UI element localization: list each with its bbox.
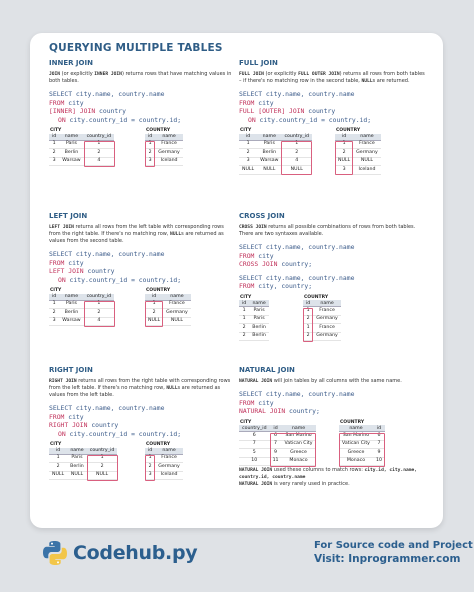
keyword-text: NATURAL JOIN [239, 467, 273, 473]
table-cell: 7 [239, 440, 270, 449]
table-cell: 3 [49, 157, 59, 166]
keyword-text: NULL [170, 232, 182, 237]
column-header: name [59, 294, 83, 301]
plain-text: ) returns rows that have matching values in both tables. [49, 71, 232, 84]
table-cell: 4 [84, 157, 115, 166]
table-cell: NULL [353, 157, 381, 166]
code-line [239, 390, 427, 399]
table-cell: 9 [270, 449, 282, 458]
column-header: name [163, 294, 191, 301]
table-cell: 1 [239, 307, 249, 316]
match-highlight [87, 455, 118, 481]
table-cell: 1 [145, 454, 155, 463]
column-header: id [49, 294, 59, 301]
table-row [239, 307, 269, 316]
natural-join-code [239, 390, 427, 416]
code-line [239, 116, 427, 125]
table-cell: 3 [145, 157, 155, 166]
column-header: country_id [239, 425, 270, 432]
code-line [49, 276, 237, 285]
natural-join-section [239, 366, 427, 488]
column-header: name [257, 134, 281, 141]
match-highlight [145, 141, 155, 167]
visit-prefix: Visit: [314, 553, 349, 565]
table-cell: 2 [281, 149, 312, 158]
column-header: name [249, 300, 269, 307]
table-cell: NULL [281, 166, 312, 175]
keyword-text: NULL [361, 79, 373, 84]
match-highlight [281, 141, 312, 175]
code-text: city [64, 98, 84, 107]
table-cell: NULL [67, 471, 87, 480]
table-cell: France [313, 307, 341, 316]
match-highlight [335, 141, 353, 175]
column-header: id [373, 425, 385, 432]
table-cell: 2 [335, 149, 353, 158]
column-header: id [239, 134, 257, 141]
code-text: SELECT city.name, country.name [239, 390, 355, 398]
natural-join-tables [239, 420, 427, 466]
table-cell: 3 [239, 157, 257, 166]
column-header: id [303, 300, 313, 307]
column-header: id [239, 300, 249, 307]
inner-join-description [49, 71, 237, 85]
column-header: name [155, 448, 183, 455]
column-header: name [67, 448, 87, 455]
cross-join-tables [239, 295, 427, 339]
cross-join-code [239, 243, 427, 291]
table-cell: Paris [59, 300, 83, 309]
table-cell: Iceland [155, 471, 183, 480]
natural-join-note [239, 467, 427, 488]
plain-text: ) returns all rows from both tables – if there's no matching row in the second table, [239, 71, 425, 84]
inner-join-title: INNER JOIN [49, 59, 93, 67]
code-keyword: FROM [49, 98, 65, 107]
table-cell: San Marino [339, 432, 373, 441]
visit-line [314, 553, 473, 565]
column-header: name [313, 300, 341, 307]
keyword-text: LEFT JOIN [49, 225, 74, 230]
column-header: name [339, 425, 373, 432]
code-line [239, 407, 427, 416]
table-cell: 1 [145, 140, 155, 149]
table-cell: 1 [303, 307, 313, 316]
plain-text: is very rarely used in practice. [272, 480, 350, 487]
table-cell: 1 [84, 300, 115, 309]
table-cell: 3 [49, 317, 59, 326]
table-row [239, 332, 269, 341]
code-line [49, 430, 237, 439]
table-cell: 1 [239, 315, 249, 324]
table-cell: Germany [313, 315, 341, 324]
code-line [239, 99, 427, 108]
table-cell: 1 [49, 140, 59, 149]
column-header: id [49, 134, 59, 141]
table-cell: 2 [145, 463, 155, 472]
full-join-title: FULL JOIN [239, 59, 278, 67]
code-text: city, country; [254, 282, 313, 291]
table-name: CITY [240, 419, 252, 425]
code-keyword: RIGHT JOIN [49, 421, 88, 430]
code-text: city.country_id = country.id; [65, 115, 182, 124]
inner-join-tables [49, 128, 237, 172]
full-join-section [239, 59, 427, 172]
table-cell: Germany [155, 463, 183, 472]
code-keyword: FULL [OUTER] JOIN [239, 107, 305, 116]
table-cell: 2 [49, 309, 59, 318]
table-cell: 2 [87, 463, 118, 472]
table-cell: NULL [163, 317, 191, 326]
code-line [239, 274, 427, 283]
keyword-text: FULL JOIN [239, 72, 264, 77]
table-cell: 1 [145, 300, 163, 309]
column-header: id [145, 294, 163, 301]
inner-join-section [49, 59, 237, 172]
code-text: country [83, 267, 115, 276]
table-cell: 6 [270, 432, 282, 441]
promo-line: For Source code and Project [314, 540, 473, 551]
code-text: city [254, 398, 274, 407]
table-cell: NULL [87, 471, 118, 480]
plain-text: (or explicitly [263, 71, 299, 77]
table-cell: 2 [49, 463, 67, 472]
code-text: SELECT city.name, country.name [239, 243, 355, 251]
code-text: city [64, 412, 84, 421]
plain-text: returns all possible combinations of rows from both tables. There are two syntaxes available. [239, 224, 416, 237]
table-name: CITY [50, 128, 62, 134]
column-header: country_id [281, 134, 312, 141]
code-text: SELECT city.name, country.name [239, 90, 355, 98]
plain-text: s are returned as values from the second table. [49, 231, 224, 244]
column-header: id [270, 425, 282, 432]
table-cell: Iceland [155, 157, 183, 166]
table-name: COUNTRY [304, 294, 329, 300]
table-cell: 2 [84, 149, 115, 158]
table-cell: Paris [249, 315, 269, 324]
table-cell: 4 [84, 317, 115, 326]
full-join-code [239, 90, 427, 124]
table-cell: 1 [87, 454, 118, 463]
table-cell: 1 [239, 140, 257, 149]
code-line [49, 267, 237, 276]
code-text: SELECT city.name, country.name [49, 90, 165, 98]
code-line [49, 404, 237, 413]
table-cell: Monaco [339, 457, 373, 466]
code-line [49, 99, 237, 108]
table-cell: Paris [59, 140, 83, 149]
code-text: country; [285, 407, 320, 416]
code-keyword: LEFT JOIN [49, 267, 84, 276]
table-cell: 2 [239, 149, 257, 158]
code-text: city [254, 251, 274, 260]
cross-join-title: CROSS JOIN [239, 212, 285, 220]
table-cell: France [155, 140, 183, 149]
table-name: COUNTRY [340, 419, 365, 425]
code-line [49, 421, 237, 430]
column-header: id [145, 448, 155, 455]
table-cell: NULL [335, 157, 353, 166]
code-keyword: FROM [239, 282, 255, 291]
table-cell: France [353, 140, 381, 149]
keyword-text: NULL [166, 386, 178, 391]
keyword-text: JOIN [49, 72, 61, 77]
code-line [239, 90, 427, 99]
plain-text: returns all rows from the right table with corresponding rows from the left table. If there's no matching row, [49, 378, 231, 391]
table-cell: NULL [145, 317, 163, 326]
keyword-text: CROSS JOIN [239, 225, 267, 230]
cross-join-section [239, 212, 427, 339]
full-join-tables [239, 128, 427, 172]
code-text: city [254, 98, 274, 107]
table-cell: 10 [373, 457, 385, 466]
column-header: id [49, 448, 67, 455]
code-keyword: NATURAL JOIN [239, 407, 286, 416]
table-name: COUNTRY [146, 442, 171, 448]
table-cell: Paris [257, 140, 281, 149]
table-cell: Paris [67, 454, 87, 463]
table-cell: NULL [49, 471, 67, 480]
right-join-code [49, 404, 237, 438]
python-logo-icon [42, 540, 68, 566]
table-row [239, 324, 269, 333]
table-cell: 7 [373, 440, 385, 449]
table-cell: 1 [84, 140, 115, 149]
code-keyword: FROM [49, 258, 65, 267]
table-cell: 2 [49, 149, 59, 158]
column-header: country_id [87, 448, 118, 455]
table-cell: 6 [239, 432, 270, 441]
code-keyword: ON [248, 115, 256, 124]
keyword-text: INNER JOIN [94, 72, 122, 77]
match-highlight [145, 455, 155, 481]
code-line [49, 107, 237, 116]
table-cell: France [163, 300, 191, 309]
code-line [239, 243, 427, 252]
keyword-text: NATURAL JOIN [239, 481, 273, 487]
code-text: SELECT city.name, country.name [49, 404, 165, 412]
page-title: QUERYING MULTIPLE TABLES [49, 42, 223, 54]
code-keyword: FROM [239, 398, 255, 407]
code-text: SELECT city.name, country.name [49, 250, 165, 258]
code-line [49, 413, 237, 422]
table-cell: Vatican City [282, 440, 316, 449]
table-cell: Berlin [59, 149, 83, 158]
table-cell: 2 [239, 324, 249, 333]
code-line [49, 90, 237, 99]
column-header: country_id [84, 134, 115, 141]
code-keyword: [INNER] JOIN [49, 107, 96, 116]
match-highlight [145, 301, 163, 327]
table-cell: 1 [49, 454, 67, 463]
table-cell: 3 [145, 471, 155, 480]
column-header: id [335, 134, 353, 141]
code-text: country; [277, 260, 313, 269]
code-line [239, 252, 427, 261]
table-cell: Germany [163, 309, 191, 318]
code-line [49, 116, 237, 125]
left-join-description [49, 224, 237, 245]
table-cell: NULL [257, 166, 281, 175]
table-cell: Germany [155, 149, 183, 158]
brand-name: Codehub.py [73, 542, 198, 564]
plain-text: s are returned. [372, 78, 410, 84]
table-cell: Paris [249, 307, 269, 316]
table-name: CITY [240, 128, 252, 134]
table-cell: 11 [270, 457, 282, 466]
table-cell: 10 [239, 457, 270, 466]
table-cell: Warsaw [257, 157, 281, 166]
city-table [239, 295, 269, 342]
match-highlight [339, 433, 385, 467]
table-cell: Germany [353, 149, 381, 158]
right-join-description [49, 378, 237, 399]
table-cell: France [313, 324, 341, 333]
left-join-code [49, 250, 237, 284]
table-cell: San Marino [282, 432, 316, 441]
code-keyword: FROM [239, 98, 255, 107]
table-name: COUNTRY [146, 288, 171, 294]
table-cell: 2 [303, 315, 313, 324]
table-cell: Warsaw [59, 317, 83, 326]
table-cell: 2 [303, 332, 313, 341]
keyword-text: NATURAL JOIN [239, 379, 273, 384]
table-row [239, 315, 269, 324]
keyword-text: city.id, city.name, country.id, country.name [239, 467, 418, 480]
table-name: CITY [50, 288, 62, 294]
keyword-text: FULL OUTER JOIN [298, 72, 340, 77]
table-cell: 1 [281, 140, 312, 149]
code-text: country [87, 421, 119, 430]
table-cell: 9 [373, 449, 385, 458]
table-cell: Berlin [249, 332, 269, 341]
column-header: name [59, 134, 83, 141]
table-cell: Greece [282, 449, 316, 458]
code-keyword: FROM [49, 412, 65, 421]
plain-text: used these columns to match rows: [272, 466, 365, 473]
table-name: COUNTRY [336, 128, 361, 134]
plain-text: returns all rows from the left table with corresponding rows from the right table. If there's no matching row, [49, 224, 224, 237]
inner-join-code [49, 90, 237, 124]
table-cell: Berlin [67, 463, 87, 472]
code-keyword: ON [58, 429, 66, 438]
right-join-title: RIGHT JOIN [49, 366, 93, 374]
column-header: country_id [84, 294, 115, 301]
plain-text: will join tables by all columns with the same name. [272, 378, 402, 384]
table-cell: France [155, 454, 183, 463]
table-cell: 2 [84, 309, 115, 318]
plain-text: (or explicitly [60, 71, 95, 77]
full-join-description [239, 71, 427, 85]
table-cell: 1 [49, 300, 59, 309]
table-cell: Berlin [249, 324, 269, 333]
promo-block [314, 540, 473, 565]
column-header: name [353, 134, 381, 141]
table-cell: 7 [270, 440, 282, 449]
column-header: name [155, 134, 183, 141]
keyword-text: RIGHT JOIN [49, 379, 77, 384]
code-line [239, 260, 427, 269]
website-link[interactable]: Inprogrammer.com [348, 553, 461, 565]
natural-join-title: NATURAL JOIN [239, 366, 295, 374]
code-line [49, 259, 237, 268]
code-text: SELECT city.name, country.name [239, 273, 355, 282]
table-cell: 2 [239, 332, 249, 341]
table-cell: 2 [145, 309, 163, 318]
cross-join-description [239, 224, 427, 238]
table-cell: Greece [339, 449, 373, 458]
code-keyword: FROM [239, 251, 255, 260]
table-cell: 6 [373, 432, 385, 441]
code-line [239, 107, 427, 116]
table-name: CITY [50, 442, 62, 448]
table-cell: 1 [303, 324, 313, 333]
table-cell: Warsaw [59, 157, 83, 166]
code-text: city.country_id = country.id; [65, 429, 182, 438]
table-cell: Iceland [353, 166, 381, 175]
table-cell: 4 [281, 157, 312, 166]
match-highlight [84, 141, 115, 167]
table-cell: 3 [335, 166, 353, 175]
code-text: country [95, 107, 126, 116]
code-line [239, 282, 427, 291]
table-cell: Berlin [59, 309, 83, 318]
code-keyword: CROSS JOIN [239, 260, 278, 269]
table-name: COUNTRY [146, 128, 171, 134]
table-cell: Germany [313, 332, 341, 341]
table-cell: 2 [145, 149, 155, 158]
left-join-tables [49, 288, 237, 332]
left-join-title: LEFT JOIN [49, 212, 88, 220]
table-cell: Berlin [257, 149, 281, 158]
right-join-tables [49, 442, 237, 486]
table-cell: NULL [239, 166, 257, 175]
table-name: CITY [240, 294, 252, 300]
match-highlight [270, 433, 316, 467]
code-keyword: ON [58, 115, 66, 124]
table-cell: Monaco [282, 457, 316, 466]
column-header: name [282, 425, 316, 432]
code-text: city.country_id = country.id; [255, 115, 372, 124]
code-text: city [64, 258, 84, 267]
code-text: city.country_id = country.id; [65, 275, 182, 284]
brand-block [42, 540, 197, 566]
column-header: id [145, 134, 155, 141]
natural-join-description [239, 378, 427, 385]
left-join-section [49, 212, 237, 332]
code-line [239, 399, 427, 408]
table-cell: 5 [239, 449, 270, 458]
code-line [49, 250, 237, 259]
right-join-section [49, 366, 237, 486]
table-cell: 1 [335, 140, 353, 149]
code-keyword: ON [58, 275, 66, 284]
match-highlight [303, 308, 313, 342]
plain-text: s are returned as values from the left table. [49, 385, 221, 398]
match-highlight [84, 301, 115, 327]
table-cell: Vatican City [339, 440, 373, 449]
code-text: country [304, 107, 336, 116]
